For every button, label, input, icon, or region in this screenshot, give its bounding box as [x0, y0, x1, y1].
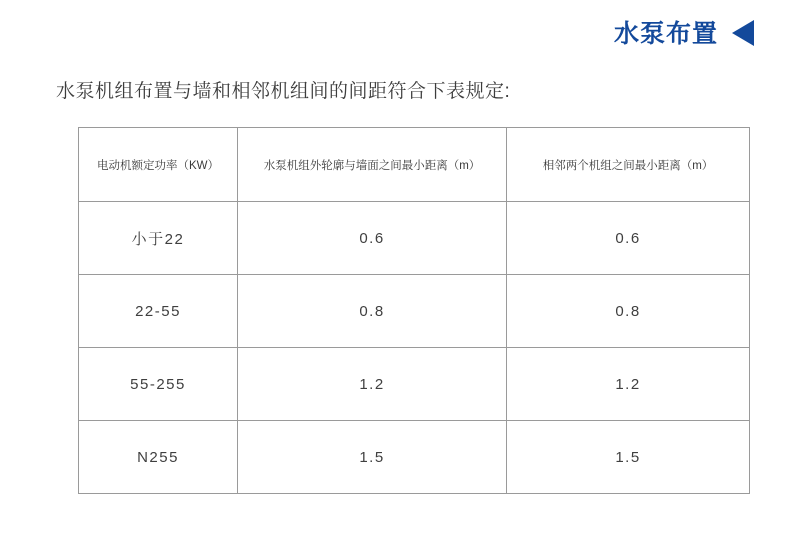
table-row — [79, 421, 750, 494]
intro-text: 水泵机组布置与墙和相邻机组间的间距符合下表规定: — [56, 81, 511, 102]
table-header-cell-power: 电动机额定功率（KW） — [79, 128, 238, 202]
table-cell-wall-distance: 1.2 — [238, 348, 507, 421]
table-cell-wall-distance: 0.8 — [238, 275, 507, 348]
table-cell-power: 55-255 — [79, 348, 238, 421]
table-row — [79, 275, 750, 348]
table-cell-unit-distance: 0.6 — [507, 202, 750, 275]
page-title: 水泵布置 — [613, 20, 718, 48]
table-cell-power: N255 — [79, 421, 238, 494]
table-row — [79, 348, 750, 421]
page-header — [614, 14, 754, 50]
table-cell-unit-distance: 0.8 — [507, 275, 750, 348]
spec-table — [78, 127, 750, 494]
spec-table-wrapper — [78, 127, 722, 494]
table-header-cell-unit-distance: 相邻两个机组之间最小距离（m） — [507, 128, 750, 202]
table-cell-unit-distance: 1.5 — [507, 421, 750, 494]
table-cell-power: 小于22 — [79, 202, 238, 275]
table-header-row — [79, 128, 750, 202]
left-arrow-icon — [732, 20, 754, 46]
table-header-cell-wall-distance: 水泵机组外轮廓与墙面之间最小距离（m） — [238, 128, 507, 202]
table-cell-unit-distance: 1.2 — [507, 348, 750, 421]
table-cell-power: 22-55 — [79, 275, 238, 348]
table-cell-wall-distance: 0.6 — [238, 202, 507, 275]
table-cell-wall-distance: 1.5 — [238, 421, 507, 494]
table-row — [79, 202, 750, 275]
